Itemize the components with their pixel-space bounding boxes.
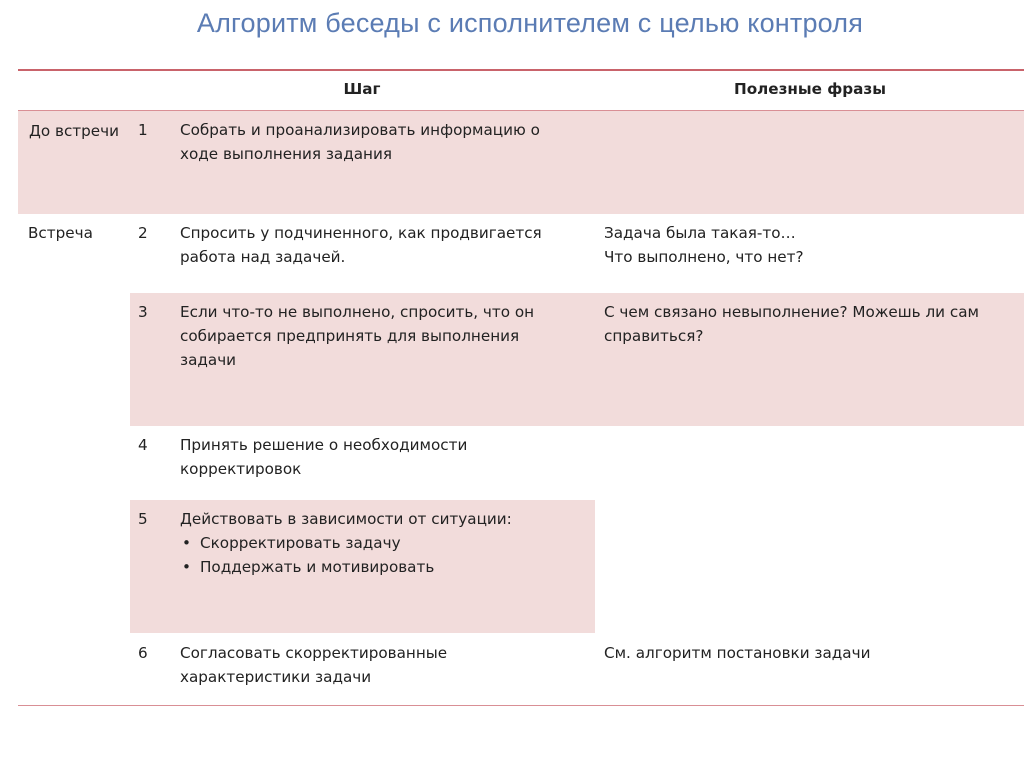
row-1-step: Собрать и проанализировать информацию о ходе выполнения задания bbox=[180, 121, 540, 163]
row-5-bullet-list bbox=[180, 531, 580, 579]
row-6-number: 6 bbox=[138, 644, 148, 662]
row-5-step-intro: Действовать в зависимости от ситуации: bbox=[180, 510, 512, 528]
row-2-phrase-line-2: Что выполнено, что нет? bbox=[604, 248, 804, 266]
page-title: Алгоритм беседы с исполнителем с целью контроля bbox=[196, 8, 864, 38]
row-5-number: 5 bbox=[138, 510, 148, 528]
row-6-phrase: См. алгоритм постановки задачи bbox=[604, 644, 871, 662]
row-4-step: Принять решение о необходимости корректировок bbox=[180, 436, 468, 478]
row-1-number: 1 bbox=[138, 121, 148, 139]
row-4-number: 4 bbox=[138, 436, 148, 454]
header-step: Шаг bbox=[343, 80, 381, 98]
row-5-step bbox=[180, 507, 580, 579]
row-2-phrase-line-1: Задача была такая-то… bbox=[604, 224, 796, 242]
row-2-number: 2 bbox=[138, 224, 148, 242]
phase-before-meeting: До встречи bbox=[29, 122, 119, 140]
row-3-step: Если что-то не выполнено, спросить, что он собирается предпринять для выполнения задачи bbox=[180, 303, 535, 369]
header-phrases: Полезные фразы bbox=[734, 80, 886, 98]
row-3-phrase: С чем связано невыполнение? Можешь ли сам справиться? bbox=[604, 303, 979, 345]
table-bottom-rule bbox=[18, 705, 1024, 706]
phase-meeting: Встреча bbox=[28, 224, 93, 242]
row-6-step: Согласовать скорректированные характеристики задачи bbox=[180, 644, 448, 686]
row-5-bullet-item: • Поддержать и мотивировать bbox=[180, 555, 580, 579]
row-3-number: 3 bbox=[138, 303, 148, 321]
row-5-bullet-item: • Скорректировать задачу bbox=[180, 531, 580, 555]
table-top-rule bbox=[18, 69, 1024, 71]
row-2-step: Спросить у подчиненного, как продвигается работа над задачей. bbox=[180, 224, 542, 266]
row-2-phrase bbox=[604, 221, 1014, 269]
